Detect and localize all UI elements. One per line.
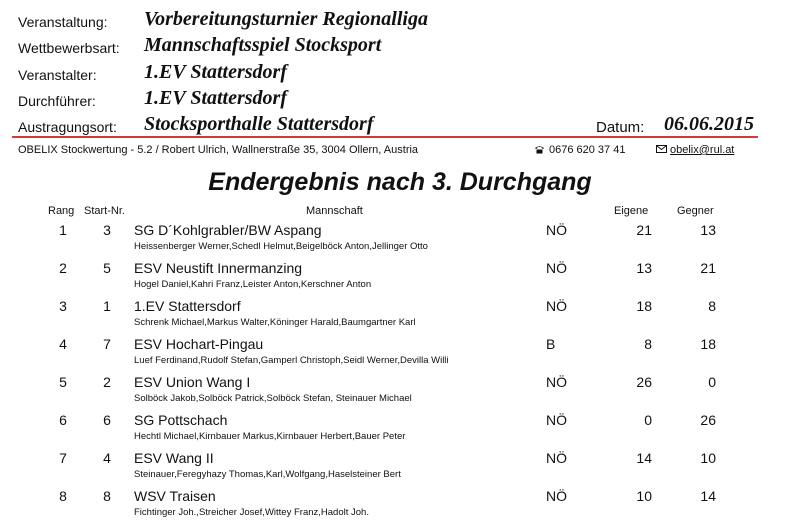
team-name: SG D´Kohlgrabler/BW Aspang xyxy=(134,222,322,238)
player-list: Fichtinger Joh.,Streicher Josef,Wittey Franz,Hadolt Joh. xyxy=(134,507,369,518)
header-label: Veranstalter: xyxy=(18,67,97,83)
own-score-cell: 10 xyxy=(636,488,652,504)
rank-cell: 5 xyxy=(59,374,67,390)
rank-cell: 2 xyxy=(59,260,67,276)
header-value: 1.EV Stattersdorf xyxy=(144,87,287,109)
header-row-veranstaltung xyxy=(18,8,788,32)
opponent-score-cell: 18 xyxy=(700,336,716,352)
own-score-cell: 8 xyxy=(644,336,652,352)
phone-number: 0676 620 37 41 xyxy=(549,144,626,156)
start-number-cell: 1 xyxy=(103,298,111,314)
header-label: Durchführer: xyxy=(18,93,96,109)
own-score-cell: 21 xyxy=(636,222,652,238)
table-row xyxy=(0,336,800,374)
table-row xyxy=(0,450,800,488)
start-number-cell: 3 xyxy=(103,222,111,238)
opponent-score-cell: 14 xyxy=(700,488,716,504)
region-cell: NÖ xyxy=(546,222,567,238)
player-list: Heissenberger Werner,Schedl Helmut,Beigelböck Anton,Jellinger Otto xyxy=(134,241,428,252)
email-link[interactable]: obelix@rul.at xyxy=(670,144,735,156)
region-cell: NÖ xyxy=(546,298,567,314)
team-name: SG Pottschach xyxy=(134,412,228,428)
region-cell: B xyxy=(546,336,556,352)
column-header-mannschaft: Mannschaft xyxy=(306,205,363,217)
start-number-cell: 8 xyxy=(103,488,111,504)
table-row xyxy=(0,488,800,526)
opponent-score-cell: 26 xyxy=(700,412,716,428)
region-cell: NÖ xyxy=(546,412,567,428)
player-list: Luef Ferdinand,Rudolf Stefan,Gamperl Christoph,Seidl Werner,Devilla Willi xyxy=(134,355,449,366)
phone-contact xyxy=(534,144,625,156)
region-cell: NÖ xyxy=(546,488,567,504)
header-row-wettbewerbsart xyxy=(18,34,788,58)
player-list: Steinauer,Feregyhazy Thomas,Karl,Wolfgang,Haselsteiner Bert xyxy=(134,469,401,480)
opponent-score-cell: 0 xyxy=(708,374,716,390)
opponent-score-cell: 13 xyxy=(700,222,716,238)
team-name: ESV Neustift Innermanzing xyxy=(134,260,303,276)
column-header-gegner: Gegner xyxy=(677,205,714,217)
start-number-cell: 7 xyxy=(103,336,111,352)
header-value: Vorbereitungsturnier Regionalliga xyxy=(144,8,428,30)
header-label: Wettbewerbsart: xyxy=(18,40,120,56)
rank-cell: 1 xyxy=(59,222,67,238)
email-contact xyxy=(656,144,734,156)
date-label: Datum: xyxy=(596,119,645,136)
team-name: 1.EV Stattersdorf xyxy=(134,298,241,314)
mail-icon xyxy=(656,145,667,153)
header-label: Veranstaltung: xyxy=(18,14,108,30)
start-number-cell: 2 xyxy=(103,374,111,390)
rank-cell: 7 xyxy=(59,450,67,466)
own-score-cell: 13 xyxy=(636,260,652,276)
own-score-cell: 14 xyxy=(636,450,652,466)
region-cell: NÖ xyxy=(546,450,567,466)
date-value: 06.06.2015 xyxy=(664,113,754,135)
header-value: Stocksporthalle Stattersdorf xyxy=(144,113,374,135)
opponent-score-cell: 10 xyxy=(700,450,716,466)
header-row-veranstalter xyxy=(18,61,788,85)
page-title: Endergebnis nach 3. Durchgang xyxy=(208,168,592,196)
own-score-cell: 18 xyxy=(636,298,652,314)
column-header-rang: Rang xyxy=(48,205,75,217)
software-info: OBELIX Stockwertung - 5.2 / Robert Ulrich, Wallnerstraße 35, 3004 Ollern, Austria xyxy=(18,144,419,156)
rank-cell: 8 xyxy=(59,488,67,504)
own-score-cell: 0 xyxy=(644,412,652,428)
player-list: Schrenk Michael,Markus Walter,Köninger Harald,Baumgartner Karl xyxy=(134,317,416,328)
header-value: Mannschaftsspiel Stocksport xyxy=(144,34,382,56)
team-name: WSV Traisen xyxy=(134,488,216,504)
region-cell: NÖ xyxy=(546,260,567,276)
rank-cell: 6 xyxy=(59,412,67,428)
own-score-cell: 26 xyxy=(636,374,652,390)
player-list: Hogel Daniel,Kahri Franz,Leister Anton,Kerschner Anton xyxy=(134,279,372,290)
table-row xyxy=(0,298,800,336)
phone-icon xyxy=(534,145,545,154)
opponent-score-cell: 21 xyxy=(700,260,716,276)
header-label: Austragungsort: xyxy=(18,119,117,135)
table-row xyxy=(0,412,800,450)
start-number-cell: 6 xyxy=(103,412,111,428)
player-list: Solböck Jakob,Solböck Patrick,Solböck Stefan, Steinauer Michael xyxy=(134,393,412,404)
header-value: 1.EV Stattersdorf xyxy=(144,61,287,83)
header-row-durchfuehrer xyxy=(18,87,788,111)
rank-cell: 4 xyxy=(59,336,67,352)
column-header-eigene: Eigene xyxy=(614,205,649,217)
header-divider xyxy=(12,136,758,138)
region-cell: NÖ xyxy=(546,374,567,390)
column-header-start-nr: Start-Nr. xyxy=(84,205,125,217)
table-row xyxy=(0,222,800,260)
team-name: ESV Wang II xyxy=(134,450,214,466)
table-row xyxy=(0,374,800,412)
team-name: ESV Union Wang I xyxy=(134,374,251,390)
header-row-austragungsort xyxy=(18,113,788,137)
table-row xyxy=(0,260,800,298)
rank-cell: 3 xyxy=(59,298,67,314)
opponent-score-cell: 8 xyxy=(708,298,716,314)
team-name: ESV Hochart-Pingau xyxy=(134,336,264,352)
start-number-cell: 4 xyxy=(103,450,111,466)
player-list: Hechtl Michael,Kirnbauer Markus,Kirnbauer Herbert,Bauer Peter xyxy=(134,431,406,442)
start-number-cell: 5 xyxy=(103,260,111,276)
